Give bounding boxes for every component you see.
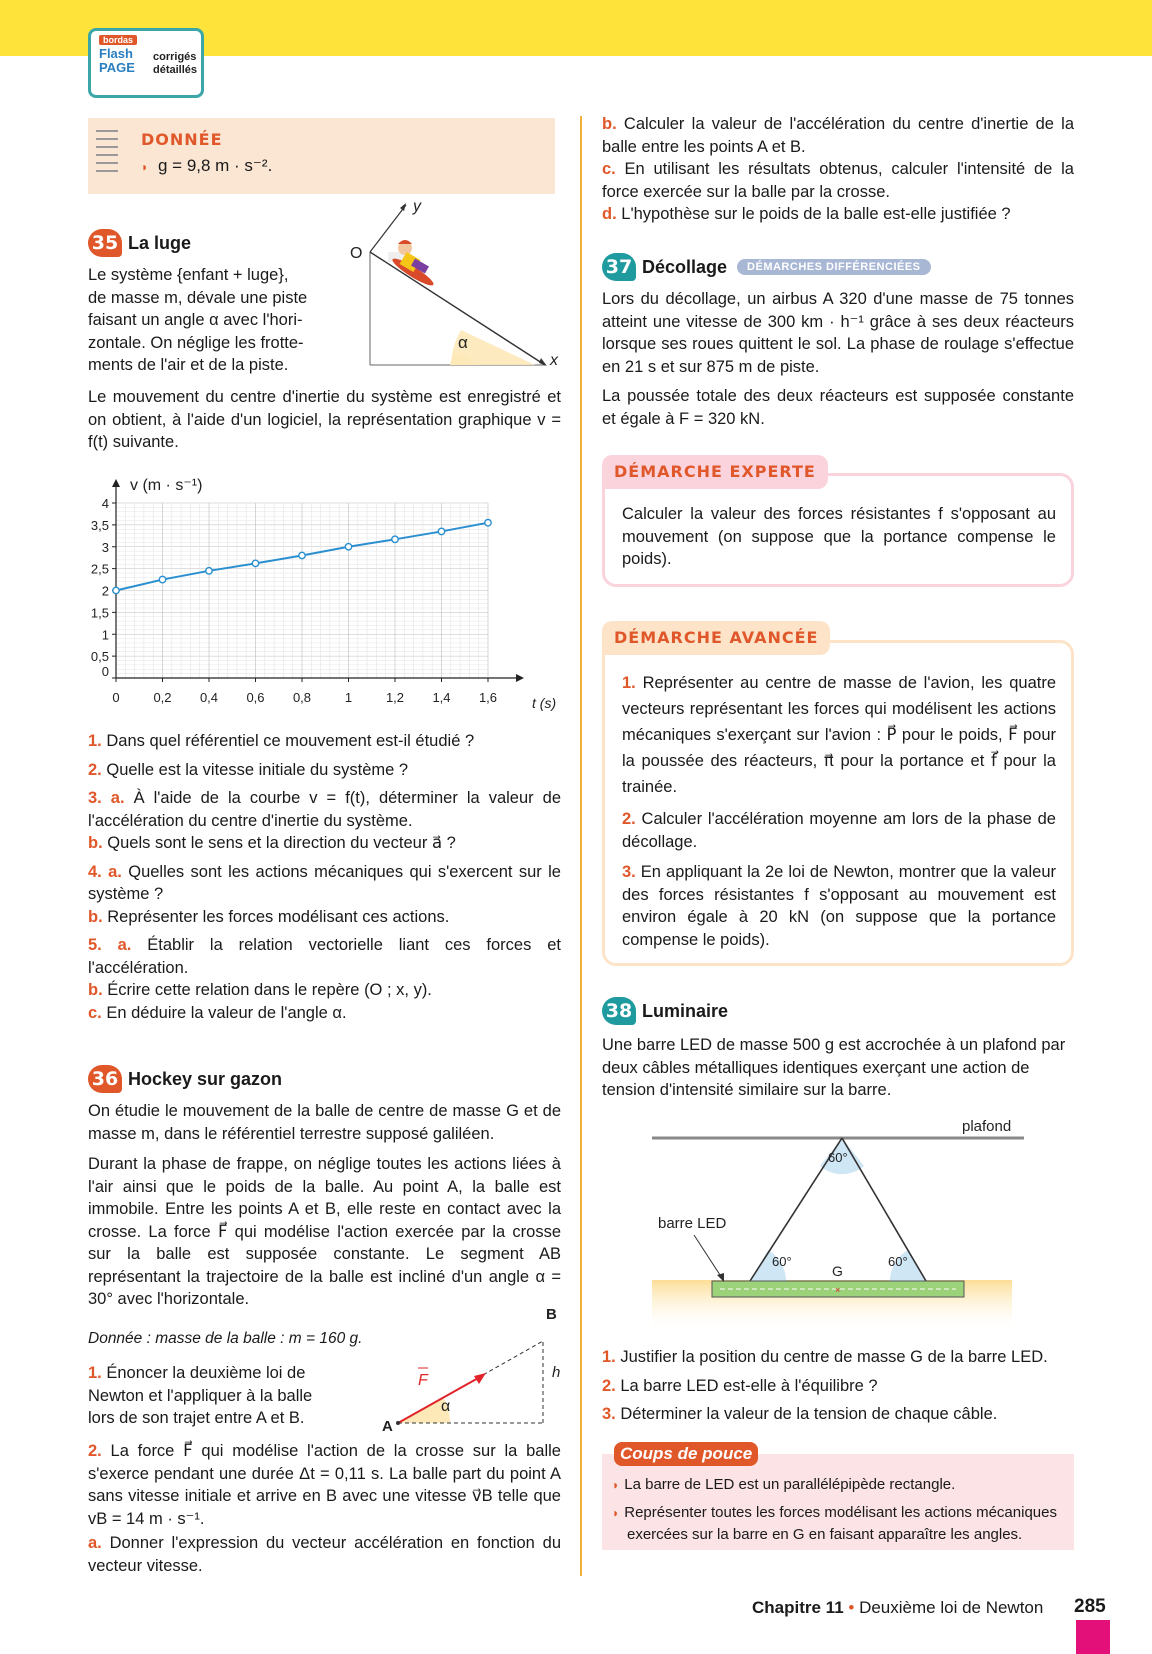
label-angle-right: 60° [888,1254,908,1269]
velocity-chart [88,470,568,718]
chart-point [392,536,398,542]
ex36-paragraph-1: On étudie le mouvement de la balle de centre de masse G et de masse m, dans le référentiel terrestre supposé galiléen. [88,1102,561,1143]
ex37-tag: DÉMARCHES DIFFÉRENCIÉES [737,259,930,275]
label-height-h: h [552,1364,561,1381]
publisher-logo [88,28,204,98]
ex35-number: 35 [88,229,122,257]
chart-ylabel: v (m · s⁻¹) [130,477,203,494]
pouce-item-2: ◗ Représenter toutes les forces modélisant les actions mécaniques [612,1504,1057,1521]
chart-y-tick-label: 2,5 [90,561,109,577]
ex35-intro: Le système {enfant + luge}, de masse m, dévale une piste faisant un angle α avec l'hori- zontale. On néglige les frotte- ments de l'air et de la piste. [88,266,308,374]
label-x-axis: x [550,352,558,369]
label-barre-led: barre LED [658,1215,727,1232]
chart-x-tick-label: 0,6 [246,690,265,705]
label-plafond: plafond [962,1118,1012,1135]
label-alpha: α [441,1398,451,1415]
demarche-avancee-title: DÉMARCHE AVANCÉE [602,621,830,655]
ex35-q4a: Quelles sont les actions mécaniques qui s'exercent sur le système ? [88,862,561,903]
logo-caption: corrigés détaillés [153,51,198,76]
chart-x-tick-label: 0,4 [199,690,219,705]
ex35-q4b: Représenter les forces modélisant ces actions. [107,907,450,926]
chart-x-tick-label: 1,6 [478,690,498,705]
donnee-value: ◗ g = 9,8 m · s⁻². [141,156,273,175]
chart-x-tick-label: 0,8 [292,690,312,705]
ex38-questions: 1. Justifier la position du centre de masse G de la barre LED. 2. La barre LED est-elle à l'équilibre ? 3. Déterminer la valeur de la tension de chaque câble. [602,1348,1048,1423]
demarche-experte-title: DÉMARCHE EXPERTE [602,455,828,489]
chart-y-tick-label: 3 [101,539,109,555]
label-angle-top: 60° [828,1150,848,1165]
ex36-header [88,1065,282,1093]
chart-xlabel: t (s) [532,695,557,711]
ex35-q5b: Écrire cette relation dans le repère (O ; x, y). [107,981,432,999]
logo-brand: bordas [99,35,137,45]
chart-y-tick-label: 2 [101,583,109,599]
ex36-donnee: Donnée : masse de la balle : m = 160 g. [88,1330,363,1347]
chart-y-tick-label: 0 [101,664,109,679]
chart-y-arrow [112,479,120,487]
logo-name: Flash PAGE [99,46,135,75]
ex36-q1: 1. Énoncer la deuxième loi de Newton et l'appliquer à la balle lors de son trajet entre A et B. [88,1364,313,1427]
ex37-paragraph-2: La poussée totale des deux réacteurs est supposée constante et égale à F = 320 kN. [602,387,1074,428]
ex35-questions: 1. Dans quel référentiel ce mouvement est-il étudié ? 2. Quelle est la vitesse initiale du système ? 3. a. À l'aide de la courbe v = f(t), déterminer la valeur de l'accélération du centre d'inertie du système. b. Quels sont le sens et la direction du vecteur a⃗ ? 4. a. Quelles sont les actions mécaniques qui s'exercent sur le système ? b. Représenter les forces modélisant ces actions. 5. a. Établir la relation vectorielle liant ces forces et l'accélération. b. Écrire cette relation dans le repère (O ; x, y). c. En déduire la valeur de l'angle α. [88,732,562,1022]
chart-y-tick-label: 0,5 [90,649,109,665]
ex35-header [88,229,191,257]
chart-point [485,519,491,525]
chart-point [345,544,351,550]
ex38-title: Luminaire [642,1000,729,1021]
donnee-title: DONNÉE [141,130,223,149]
ex35-title: La luge [128,232,192,253]
label-point-a: A [382,1418,393,1433]
chart-x-tick-label: 1,4 [432,690,451,705]
chart-x-tick-label: 1,2 [385,690,405,705]
chart-y-tick-label: 3,5 [90,517,109,533]
coups-de-pouce-title: Coups de pouce [614,1442,758,1466]
center-of-mass-marker: × [835,1285,841,1295]
ex37-title: Décollage [642,256,728,277]
ex36-q2: 2. La force F⃗ qui modélise l'action de la crosse sur la balle s'exerce pendant une durée Δt = 0,11 s. La balle part du point A sans vitesse initiale et arrive en B avec une vitesse v⃗B telle que vB = 14 m · s⁻¹. [88,1442,561,1528]
label-y-axis: y [413,200,421,215]
ex36-continued: b. Calculer la valeur de l'accélération du centre d'inertie de la balle entre les points A et B. c. En utilisant les résultats obtenus, calculer l'intensité de la force exercée sur la balle par la crosse. d. L'hypothèse sur le poids de la balle est-elle justifiée ? [602,115,1075,223]
label-origin: O [350,245,363,262]
demarche-avancee-list: 1. Représenter au centre de masse de l'avion, les quatre vecteurs représentant les forces qui modélisent les actions mécaniques s'exerçant sur l'avion : P⃗ pour le poids, F⃗ pour la poussée des réacteurs, π⃗ pour la portance et f⃗ pour la trainée. 2. Calculer l'accélération moyenne am lors de la phase de décollage. 3. En appliquant la 2e loi de Newton, montrer que la valeur des forces résistantes f s'opposant au mouvement est environ égale à 20 kN (on suppose que la portance compense le poids). [622,674,1056,949]
chart-point [113,587,119,593]
pouce-item-2-cont: exercées sur la barre en G en faisant apparaître les angles. [627,1526,1023,1543]
ex38-paragraph: Une barre LED de masse 500 g est accrochée à un plafond par deux câbles métalliques identiques exerçant une action de tension d'intensité similaire sur la barre. [602,1036,1066,1099]
ex37-number: 37 [602,253,636,281]
chart-y-tick-label: 4 [101,496,109,511]
ex36-q2a: a. Donner l'expression du vecteur accélération en fonction du vecteur vitesse. [88,1534,561,1575]
chart-y-tick-label: 1 [101,627,109,643]
luminaire-figure [640,1110,1040,1330]
label-point-b: B [546,1306,557,1323]
ex35-q2: Quelle est la vitesse initiale du système ? [106,760,409,779]
pouce-item-1: ◗ La barre de LED est un parallélépipède rectangle. [612,1476,956,1493]
ex35-q3a: À l'aide de la courbe v = f(t), déterminer la valeur de l'accélération du centre d'inertie du système. [88,789,562,830]
column-divider [580,116,582,1576]
chart-x-arrow [516,674,524,682]
luge-figure [350,200,565,370]
chart-y-tick-label: 1,5 [90,605,109,621]
hockey-figure [378,1305,568,1433]
ex36-number: 36 [88,1065,122,1093]
chart-x-tick-label: 0 [112,690,120,705]
label-angle-left: 60° [772,1254,792,1269]
ex35-q3b: Quels sont le sens et la direction du vecteur a⃗ ? [107,834,456,852]
ex35-paragraph: Le mouvement du centre d'inertie du système est enregistré et on obtient, à l'aide d'un logiciel, la représentation graphique v = f(t) suivante. [88,388,561,451]
chart-x-tick-label: 1 [344,690,353,705]
chart-point [206,568,212,574]
demarche-experte-text: Calculer la valeur des forces résistantes f s'opposant au mouvement (on suppose que la portance compense le poids). [622,505,1056,568]
ex37-paragraph-1: Lors du décollage, un airbus A 320 d'une masse de 75 tonnes atteint une vitesse de 300 km · h⁻¹ grâce à ses deux réacteurs lorsque ses roues quittent le sol. La phase de roulage s'effectue en 21 s et sur 875 m de piste. [602,290,1074,376]
notepad-icon [96,124,122,178]
label-force-f: F [418,1372,428,1389]
ex36-title: Hockey sur gazon [128,1068,283,1089]
ex35-q5a: Établir la relation vectorielle liant ces forces et l'accélération. [88,936,561,977]
page-number: 285 [1074,1596,1106,1617]
chart-point [299,552,305,558]
ex35-q5c: En déduire la valeur de l'angle α. [106,1003,347,1022]
ex36-paragraph-2: Durant la phase de frappe, on néglige toutes les actions liées à l'air ainsi que le poids de la balle. Au point A, la balle est immobile. Entre les points A et B, elle reste en contact avec la crosse. La force F⃗ qui modélise l'action exercée par la crosse sur la balle est supposée constante. Le segment AB représentant la trajectoire de la balle est incliné d'un angle α = 30° avec l'horizontale. [88,1155,561,1308]
ex38-header [602,997,728,1025]
ex35-q1: Dans quel référentiel ce mouvement est-il étudié ? [106,732,475,750]
corner-marker [1076,1620,1110,1654]
footer-chapter: Chapitre 11 • Deuxième loi de Newton [752,1598,1044,1617]
chart-point [438,528,444,534]
chart-x-tick-label: 0,2 [153,690,172,705]
label-g: G [832,1263,843,1279]
luge-child-icon [388,240,436,289]
label-alpha: α [458,333,468,352]
ex37-header [602,253,931,281]
chart-point [159,576,165,582]
chart-point [252,560,258,566]
ex38-number: 38 [602,997,636,1025]
